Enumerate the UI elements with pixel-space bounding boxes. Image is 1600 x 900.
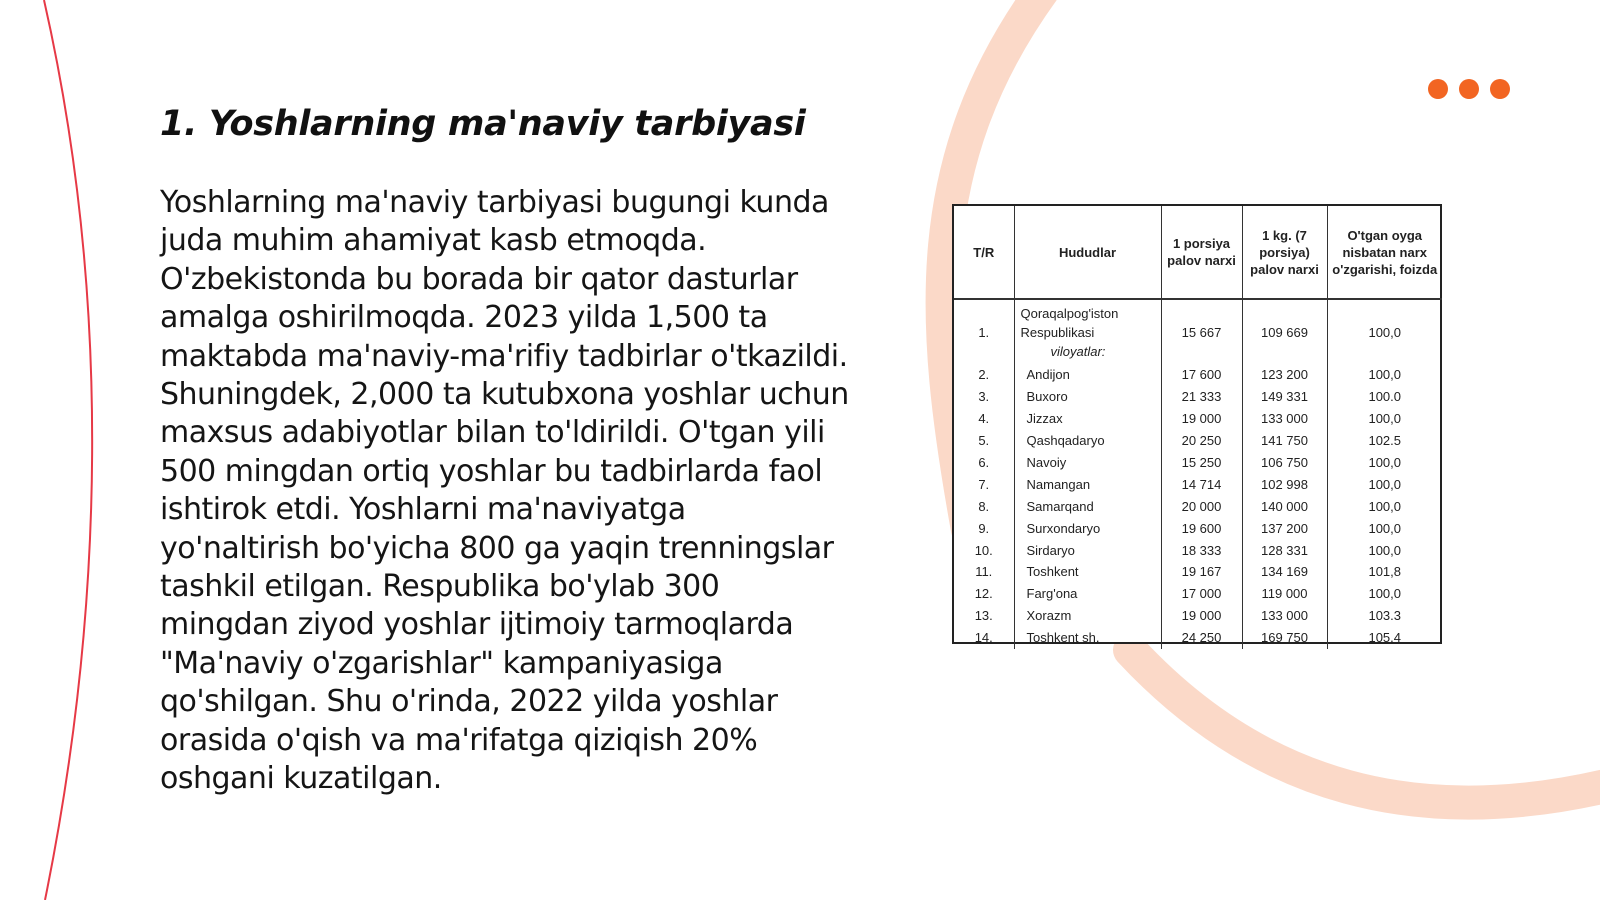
portion-price: 20 250 xyxy=(1161,430,1242,452)
region-name: Buxoro xyxy=(1014,386,1161,408)
region-name: Navoiy xyxy=(1014,452,1161,474)
portion-price: 18 333 xyxy=(1161,539,1242,561)
kg-price: 137 200 xyxy=(1242,517,1327,539)
kg-price: 141 750 xyxy=(1242,430,1327,452)
row-number: 10. xyxy=(954,539,1014,561)
kg-price: 133 000 xyxy=(1242,408,1327,430)
kg-price: 169 750 xyxy=(1242,627,1327,649)
row-number: 7. xyxy=(954,473,1014,495)
price-change: 100,0 xyxy=(1368,367,1402,383)
portion-price: 17 600 xyxy=(1161,364,1242,386)
kg-price: 140 000 xyxy=(1242,495,1327,517)
region-name: Xorazm xyxy=(1014,605,1161,627)
dot-1 xyxy=(1428,79,1448,99)
kg-price: 134 169 xyxy=(1242,561,1327,583)
portion-price: 14 714 xyxy=(1161,473,1242,495)
portion-price: 19 000 xyxy=(1161,408,1242,430)
table-row xyxy=(954,452,1442,474)
dot-3 xyxy=(1490,79,1510,99)
header-kg-price: 1 kg. (7 porsiya) palov narxi xyxy=(1242,206,1327,299)
row-number: 14. xyxy=(954,627,1014,649)
portion-price: 19 600 xyxy=(1161,517,1242,539)
row-number: 3. xyxy=(954,386,1014,408)
row-number: 2. xyxy=(954,364,1014,386)
slide-title: 1. Yoshlarning ma'naviy tarbiyasi xyxy=(160,104,806,144)
price-change: 100,0 xyxy=(1368,476,1402,492)
table-row xyxy=(954,386,1442,408)
decorative-red-line xyxy=(44,0,92,900)
price-change: 102.5 xyxy=(1368,433,1402,449)
row-number: 11. xyxy=(954,561,1014,583)
price-change: 100,0 xyxy=(1368,411,1402,427)
row-number: 12. xyxy=(954,583,1014,605)
table-row xyxy=(954,605,1442,627)
price-change: 100,0 xyxy=(1368,498,1402,514)
decorative-arc-lower xyxy=(1130,650,1600,803)
region-cell xyxy=(1014,299,1161,364)
kg-price: 133 000 xyxy=(1242,605,1327,627)
row-number: 8. xyxy=(954,495,1014,517)
portion-price: 24 250 xyxy=(1161,627,1242,649)
region-name: Farg'ona xyxy=(1014,583,1161,605)
kg-price: 149 331 xyxy=(1242,386,1327,408)
price-table-frame xyxy=(952,204,1442,644)
portion-price: 20 000 xyxy=(1161,495,1242,517)
table-header-row xyxy=(954,206,1442,299)
price-change: 105.4 xyxy=(1368,630,1402,646)
table-body xyxy=(954,299,1442,649)
table-row xyxy=(954,430,1442,452)
kg-price: 123 200 xyxy=(1242,364,1327,386)
region-name: Sirdaryo xyxy=(1014,539,1161,561)
region-name: Qashqadaryo xyxy=(1014,430,1161,452)
portion-price: 15 667 xyxy=(1161,299,1242,364)
region-name-line2: Respublikasi xyxy=(1020,324,1095,340)
region-name: Andijon xyxy=(1014,364,1161,386)
table-row xyxy=(954,561,1442,583)
portion-price: 15 250 xyxy=(1161,452,1242,474)
row-number: 6. xyxy=(954,452,1014,474)
table-row xyxy=(954,539,1442,561)
table-row xyxy=(954,364,1442,386)
table-row xyxy=(954,517,1442,539)
price-change: 103.3 xyxy=(1368,608,1402,624)
header-number: T/R xyxy=(954,206,1014,299)
region-name: Toshkent sh. xyxy=(1014,627,1161,649)
row-number: 5. xyxy=(954,430,1014,452)
table-row xyxy=(954,473,1442,495)
region-name: Surxondaryo xyxy=(1014,517,1161,539)
slide-body-text: Yoshlarning ma'naviy tarbiyasi bugungi kunda juda muhim ahamiyat kasb etmoqda. O'zbekistonda bu borada bir qator dasturlar amalga oshirilmoqda. 2023 yilda 1,500 ta maktabda ma'naviy-ma'rifiy tadbirlar o'tkazildi. Shuningdek, 2,000 ta kutubxona yoshlar uchun maxsus adabiyotlar bilan to'ldirildi. O'tgan yili 500 mingdan ortiq yoshlar bu tadbirlarda faol ishtirok etdi. Yoshlarni ma'naviyatga yo'naltirish bo'yicha 800 ga yaqin trenningslar tashkil etilgan. Respublika bo'ylab 300 mingdan ziyod yoshlar ijtimoiy tarmoqlarda "Ma'naviy o'zgarishlar" kampaniyasiga qo'shilgan. Shu o'rinda, 2022 yilda yoshlar orasida o'qish va ma'rifatga qiziqish 20% oshgani kuzatilgan. xyxy=(160,185,849,797)
region-name: Toshkent xyxy=(1014,561,1161,583)
kg-price: 119 000 xyxy=(1242,583,1327,605)
header-price-change: O'tgan oyga nisbatan narx o'zgarishi, foizda xyxy=(1327,206,1442,299)
price-change: 101,8 xyxy=(1368,564,1402,580)
kg-price: 109 669 xyxy=(1242,299,1327,364)
region-name: Jizzax xyxy=(1014,408,1161,430)
table-row xyxy=(954,299,1442,364)
row-number: 9. xyxy=(954,517,1014,539)
portion-price: 19 167 xyxy=(1161,561,1242,583)
decorative-dots xyxy=(1428,79,1510,99)
table-row xyxy=(954,627,1442,649)
region-subheading: viloyatlar: xyxy=(1050,343,1106,359)
region-name-line1: Qoraqalpog'iston xyxy=(1020,305,1119,321)
header-portion-price: 1 porsiya palov narxi xyxy=(1161,206,1242,299)
price-change: 100,0 xyxy=(1368,586,1402,602)
kg-price: 106 750 xyxy=(1242,452,1327,474)
price-change: 100,0 xyxy=(1368,520,1402,536)
price-table xyxy=(954,206,1442,649)
dot-2 xyxy=(1459,79,1479,99)
portion-price: 21 333 xyxy=(1161,386,1242,408)
price-change: 100,0 xyxy=(1368,542,1402,558)
kg-price: 128 331 xyxy=(1242,539,1327,561)
row-number: 13. xyxy=(954,605,1014,627)
region-name: Samarqand xyxy=(1014,495,1161,517)
row-number: 4. xyxy=(954,408,1014,430)
portion-price: 17 000 xyxy=(1161,583,1242,605)
table-row xyxy=(954,583,1442,605)
price-change: 100.0 xyxy=(1368,389,1402,405)
table-row xyxy=(954,408,1442,430)
kg-price: 102 998 xyxy=(1242,473,1327,495)
row-number: 1. xyxy=(954,299,1014,364)
price-change: 100,0 xyxy=(1368,455,1402,470)
portion-price: 19 000 xyxy=(1161,605,1242,627)
header-regions: Hududlar xyxy=(1014,206,1161,299)
region-name: Namangan xyxy=(1014,473,1161,495)
price-change: 100,0 xyxy=(1368,324,1402,340)
table-row xyxy=(954,495,1442,517)
